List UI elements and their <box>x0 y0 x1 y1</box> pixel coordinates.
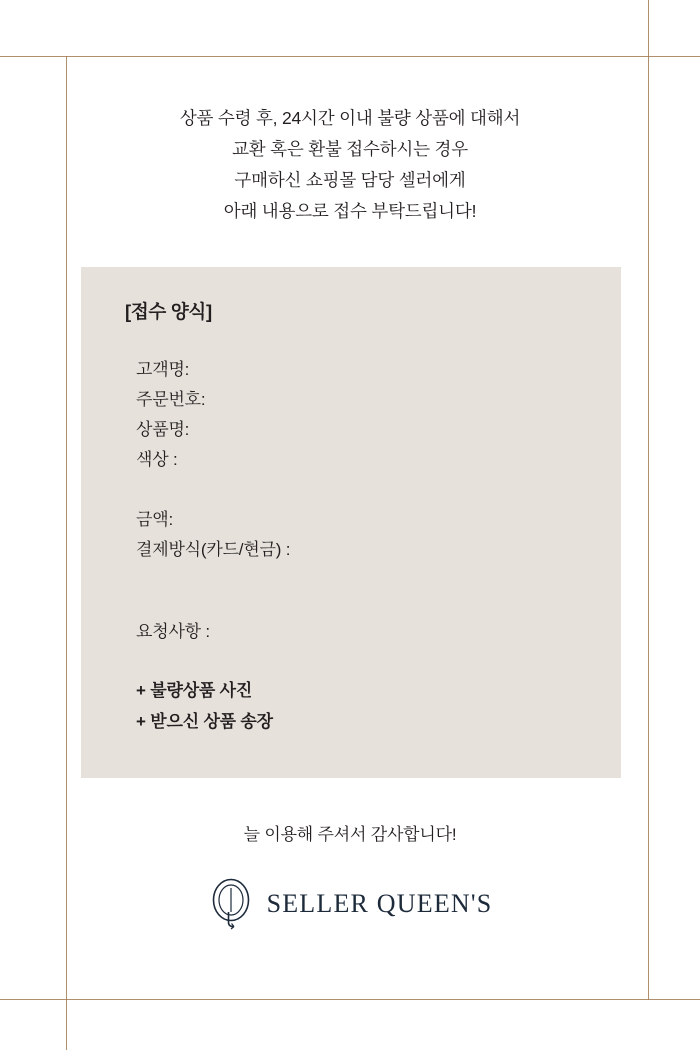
attachment-invoice: + 받으신 상품 송장 <box>136 712 273 731</box>
intro-paragraph <box>0 103 700 227</box>
form-field-product-name: 상품명: <box>136 420 190 439</box>
thanks-message: 늘 이용해 주셔서 감사합니다! <box>243 825 457 844</box>
form-field-payment-method: 결제방식(카드/현금) : <box>136 540 291 559</box>
intro-line-3: 구매하신 쇼핑몰 담당 셀러에게 <box>234 170 466 190</box>
q-monogram-icon <box>208 878 254 930</box>
attachment-list <box>136 675 290 737</box>
form-field-amount: 금액: <box>136 510 173 529</box>
frame-line-top <box>0 56 700 57</box>
application-form-panel <box>81 267 621 778</box>
form-field-list <box>136 355 290 737</box>
form-spacer-2 <box>136 565 290 617</box>
form-field-request-note: 요청사항 : <box>136 622 210 641</box>
intro-line-4: 아래 내용으로 접수 부탁드립니다! <box>223 201 477 221</box>
form-spacer-1 <box>136 475 290 505</box>
brand-logo-text: SELLER QUEEN'S <box>266 889 493 918</box>
intro-line-2: 교환 혹은 환불 접수하시는 경우 <box>232 139 468 159</box>
form-title: [접수 양식] <box>125 301 212 322</box>
brand-logo <box>0 878 700 930</box>
intro-line-1: 상품 수령 후, 24시간 이내 불량 상품에 대해서 <box>179 108 521 128</box>
form-field-order-number: 주문번호: <box>136 390 206 409</box>
attachment-defect-photo: + 불량상품 사진 <box>136 681 253 700</box>
form-field-color: 색상 : <box>136 450 178 469</box>
form-field-customer-name: 고객명: <box>136 360 190 379</box>
frame-line-bottom <box>0 999 700 1000</box>
